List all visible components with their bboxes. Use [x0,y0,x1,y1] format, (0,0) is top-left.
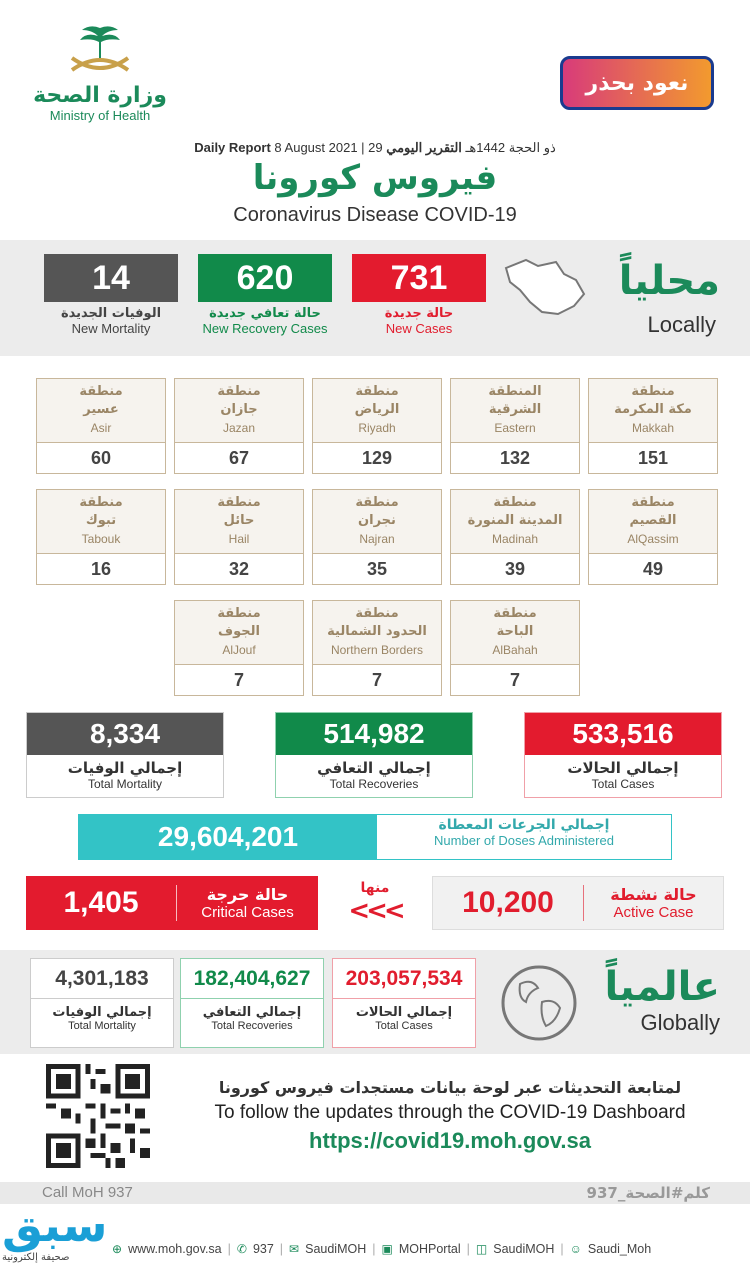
region-card-eastern [450,378,580,474]
global-mortality-value: 4,301,183 [31,959,173,999]
total-mortality-label-en: Total Mortality [87,777,163,791]
region-name-ar: نجران [358,513,396,528]
total-recoveries-card [275,712,473,798]
region-name-en: Makkah [631,421,675,435]
active-cases-label-ar: حالة نشطة [610,885,697,904]
region-card-tabouk [36,489,166,585]
report-date: 8 August 2021 [274,140,358,155]
active-cases-value: 10,200 [462,886,554,919]
footer-links: ⊕ www.moh.gov.sa | ✆ 937 | ✉ SaudiMOH | ▣ MOHPortal | ◫ SaudiMOH | ☺ Saudi_Moh [112,1242,652,1256]
region-card-makkah [588,378,718,474]
total-recoveries-label-ar: إجمالي التعافي [317,759,431,777]
critical-cases-value: 1,405 [63,886,139,919]
region-name-en: Asir [90,421,112,435]
new-mortality-label-en: New Mortality [71,321,151,336]
global-mortality-label-ar: إجمالي الوفيات [52,1005,152,1020]
follow-text-en: To follow the updates through the COVID-19 Dashboard [214,1102,686,1123]
report-line: Daily Report 8 August 2021 | 29 ذو الحجة 1442هـ التقرير اليومي [194,140,556,155]
new-cases-value: 731 [352,254,486,302]
region-prefix: منطقة [493,606,537,621]
campaign-badge-text: نعود بحذر [585,70,689,96]
ministry-name-en: Ministry of Health [49,108,151,123]
region-value: 60 [90,447,112,468]
region-card-albahah [450,600,580,696]
global-recoveries-card [180,958,324,1048]
total-mortality-label-ar: إجمالي الوفيات [67,759,183,777]
total-cases-card [524,712,722,798]
region-name-ar: المدينة المنورة [467,513,563,528]
total-cases-label-en: Total Cases [591,777,655,791]
campaign-badge [560,56,714,110]
report-hijri: 29 ذو الحجة 1442هـ [368,140,556,155]
divider [176,885,177,921]
global-mortality-label-en: Total Mortality [68,1020,136,1032]
region-prefix: منطقة [217,495,261,510]
region-value: 132 [499,447,531,468]
region-prefix: منطقة [79,495,123,510]
sabq-watermark-logo [2,1198,108,1278]
region-value: 129 [361,447,393,468]
region-name-en: Northern Borders [330,643,424,657]
report-label-en: Daily Report [194,140,271,155]
call-hashtag-text: كلم#الصحة_937 [586,1184,710,1202]
region-name-en: Madinah [491,532,539,546]
region-card-madinah [450,489,580,585]
of-which-indicator [330,880,420,926]
global-cases-label-ar: إجمالي الحالات [355,1005,453,1020]
active-cases-label-en: Active Case [613,904,694,921]
region-prefix: منطقة [631,495,675,510]
new-mortality-value: 14 [44,254,178,302]
globe-small-icon: ⊕ [112,1242,123,1256]
region-card-riyadh [312,378,442,474]
report-label-ar: التقرير اليومي [386,140,462,155]
global-cases-label-en: Total Cases [375,1020,433,1032]
region-value: 16 [90,558,112,579]
region-value: 49 [642,558,664,579]
region-prefix: منطقة [217,384,261,399]
new-recoveries-stat [198,254,332,336]
region-prefix: منطقة [355,384,399,399]
total-recoveries-value: 514,982 [276,713,472,755]
doses-label-en: Number of Doses Administered [434,833,614,848]
total-mortality-value: 8,334 [27,713,223,755]
new-recoveries-value: 620 [198,254,332,302]
global-cases-card [332,958,476,1048]
region-card-najran [312,489,442,585]
active-cases-card [432,876,724,930]
region-name-en: Jazan [222,421,256,435]
global-recoveries-label-en: Total Recoveries [211,1020,293,1032]
title-ar: فيروس كورونا [252,158,498,198]
region-value: 7 [509,669,520,690]
total-mortality-card [26,712,224,798]
new-cases-label-ar: حالة جديدة [384,306,454,321]
global-recoveries-label-ar: إجمالي التعافي [202,1005,302,1020]
locally-heading-ar: محلياً [618,258,720,304]
region-name-ar: الحدود الشمالية [327,624,427,639]
qr-code-icon[interactable] [46,1064,150,1168]
region-name-ar: مكة المكرمة [614,402,692,417]
follow-text-ar: لمتابعة التحديثات عبر لوحة بيانات مستجدات فيروس كورونا [218,1078,682,1097]
footer-phone[interactable]: 937 [252,1242,274,1256]
global-mortality-card [30,958,174,1048]
region-value: 7 [371,669,382,690]
globe-icon [498,962,580,1044]
total-cases-label-ar: إجمالي الحالات [567,759,679,777]
palm-swords-icon [60,22,140,84]
doses-value: 29,604,201 [79,815,377,859]
moh-logo [30,22,170,134]
critical-cases-card [26,876,318,930]
region-value: 35 [366,558,388,579]
total-cases-value: 533,516 [525,713,721,755]
region-name-ar: الرياض [354,402,400,417]
twitter-icon: ✉ [289,1242,300,1256]
footer-instagram[interactable]: SaudiMOH [493,1242,555,1256]
region-prefix: منطقة [217,606,261,621]
total-recoveries-label-en: Total Recoveries [329,777,419,791]
call-moh-text: Call MoH 937 [42,1184,133,1201]
new-recoveries-label-ar: حالة تعافي جديدة [209,306,321,321]
region-name-ar: الباحة [496,624,534,639]
region-value: 32 [228,558,250,579]
region-value: 151 [637,447,669,468]
region-card-jazan [174,378,304,474]
snapchat-icon: ☺ [569,1242,582,1256]
divider [583,885,584,921]
sabq-logo-sub: صحيفة إلكترونية [2,1252,70,1263]
region-name-en: Eastern [494,421,536,435]
ministry-name-ar: وزارة الصحة [33,83,167,108]
region-name-ar: الشرقية [488,402,542,417]
region-card-northern-borders [312,600,442,696]
globally-heading-en: Globally [640,1010,720,1035]
of-which-label: منها [360,880,390,896]
region-card-alqassim [588,489,718,585]
region-value: 7 [233,669,244,690]
region-card-hail [174,489,304,585]
region-name-ar: عسير [83,402,119,417]
sabq-logo-text: سبق [2,1198,108,1252]
portal-icon: ▣ [381,1242,393,1256]
phone-icon: ✆ [236,1242,247,1256]
global-recoveries-value: 182,404,627 [181,959,323,999]
doses-label-ar: إجمالي الجرعات المعطاة [438,817,610,833]
footer-portal[interactable]: MOHPortal [398,1242,461,1256]
new-cases-stat [352,254,486,336]
region-name-en: AlJouf [222,643,256,657]
region-name-en: Hail [228,532,250,546]
critical-cases-label-en: Critical Cases [201,904,294,921]
dashboard-link[interactable]: https://covid19.moh.gov.sa [309,1128,591,1153]
region-card-asir [36,378,166,474]
region-name-en: Najran [359,532,395,546]
region-prefix: المنطقة [488,384,542,399]
doses-card [78,814,672,860]
region-name-ar: تبوك [85,513,117,528]
region-name-en: Tabouk [81,532,121,546]
region-value: 67 [228,447,250,468]
title-en: Coronavirus Disease COVID-19 [233,204,517,226]
region-name-en: AlBahah [492,643,538,657]
region-name-ar: حائل [223,513,255,528]
global-cases-value: 203,057,534 [333,959,475,999]
instagram-icon: ◫ [475,1242,488,1256]
region-name-ar: القصيم [629,513,677,528]
new-mortality-label-ar: الوفيات الجديدة [60,306,162,321]
region-value: 39 [504,558,526,579]
region-name-en: AlQassim [627,532,679,546]
region-name-ar: الجوف [218,624,260,639]
region-prefix: منطقة [355,606,399,621]
footer-website[interactable]: www.moh.gov.sa [128,1242,222,1256]
region-prefix: منطقة [79,384,123,399]
arrows-left-icon: <<< [348,896,402,926]
saudi-map-icon [498,254,590,322]
locally-heading-en: Locally [647,312,716,337]
globally-heading-ar: عالمياً [604,964,720,1010]
region-name-en: Riyadh [358,421,396,435]
footer-snapchat[interactable]: Saudi_Moh [587,1242,652,1256]
new-mortality-stat [44,254,178,336]
new-recoveries-label-en: New Recovery Cases [202,321,328,336]
region-card-aljouf [174,600,304,696]
region-prefix: منطقة [493,495,537,510]
critical-cases-label-ar: حالة حرجة [206,885,289,904]
region-name-ar: جازان [220,402,258,417]
region-prefix: منطقة [355,495,399,510]
region-prefix: منطقة [631,384,675,399]
footer-twitter[interactable]: SaudiMOH [305,1242,367,1256]
new-cases-label-en: New Cases [385,321,453,336]
